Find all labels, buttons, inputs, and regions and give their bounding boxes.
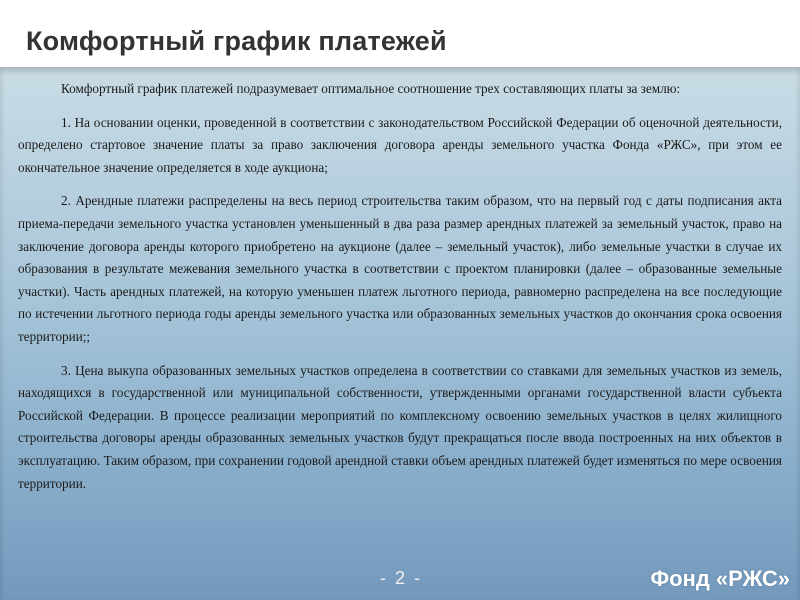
point-paragraph-3: 3. Цена выкупа образованных земельных участков определена в соответствии со ставками для земельных участков из земель, находящихся в государственной или муниципальной собственности, утвержденными органами государственной власти субъекта Российской Федерации. В процессе реализации мероприятий по комплексному освоению земельных участков в целях жилищного строительства договоры аренды образованных земельных участков будут прекращаться после ввода построенных на них объектов в эксплуатацию. Таким образом, при сохранении годовой арендной ставки объем арендных платежей будет изменяться по мере освоения территории. (18, 362, 782, 491)
page-number: - 2 - (380, 568, 423, 588)
point-paragraph-1: 1. На основании оценки, проведенной в соответствии с законодательством Российской Федерации об оценочной деятельности, определено стартовое значение платы за право заключения договора аренды земельного участка Фонда «РЖС», при этом ее окончательное значение определяется в ходе аукциона; (18, 114, 782, 175)
point-paragraph-2: 2. Арендные платежи распределены на весь период строительства таким образом, что на первый год с даты подписания акта приема-передачи земельного участка установлен уменьшенный в два раза размер арендных платежей за земельный участок, право на заключение договора аренды которого приобретено на аукционе (далее – земельный участок), либо земельные участки в случае их образования в результате межевания земельного участка в соответствии с проектом планировки (далее – образованные земельные участки). Часть арендных платежей, на которую уменьшен платеж льготного периода, равномерно распределена на все последующие по истечении льготного периода годы аренды земельного участка или образованных земельных участков до окончания срока освоения территории;; (18, 193, 782, 344)
body-text (18, 78, 782, 506)
slide-title: Комфортный график платежей (26, 26, 447, 56)
brand-logo-text: Фонд «РЖС» (650, 566, 790, 591)
intro-paragraph: Комфортный график платежей подразумевает оптимальное соотношение трех составляющих платы за землю: (61, 81, 681, 96)
